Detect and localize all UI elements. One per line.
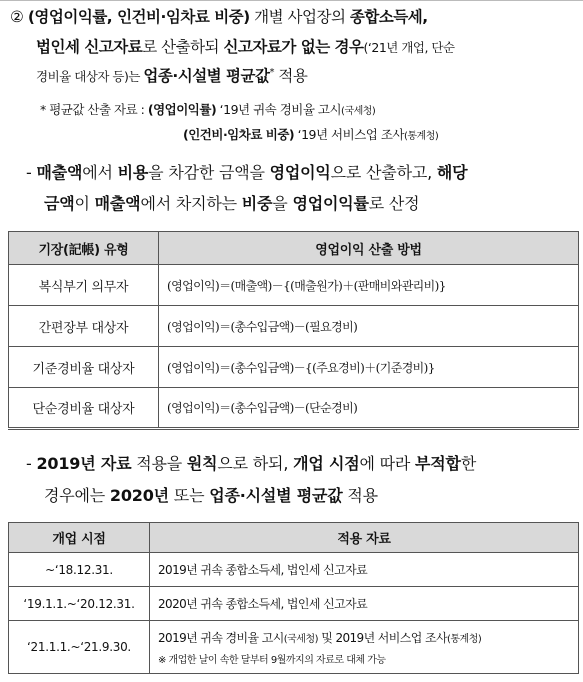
note-source: (국세청) xyxy=(341,106,376,117)
dash-text: 을 xyxy=(272,194,293,213)
dash1-line-1 xyxy=(26,160,467,183)
note-text: ‘19년 귀속 경비율 고시 xyxy=(216,102,342,117)
dash-text: 또는 xyxy=(168,486,210,505)
circled-number: ② xyxy=(10,8,24,26)
para-line-1 xyxy=(10,5,428,27)
dash2-line-2 xyxy=(44,483,378,506)
table-row xyxy=(9,306,579,347)
header-calculation-method: 영업이익 산출 방법 xyxy=(159,232,579,265)
bookkeeping-table xyxy=(8,231,579,430)
row-formula: (영업이익)＝(총수입금액)－{(주요경비)＋(기준경비)} xyxy=(159,347,579,388)
table-row xyxy=(9,621,579,674)
header-opening-period: 개업 시점 xyxy=(9,523,150,553)
dash-bold: 매출액 xyxy=(36,163,83,182)
dash-text: 에서 xyxy=(82,163,118,182)
opening-period-table xyxy=(8,522,579,674)
para-bold: 신고자료가 없는 경우 xyxy=(223,38,364,56)
dash-bold: 원칙 xyxy=(186,454,218,473)
table-row xyxy=(9,587,579,621)
note-source: (통계청) xyxy=(403,131,439,142)
dash-text: 에 따라 xyxy=(359,454,416,473)
note-text: * 평균값 산출 자료 : xyxy=(40,102,148,117)
dash-bold: 금액 xyxy=(44,194,75,213)
row-formula: (영업이익)＝(매출액)－{(매출원가)＋(판매비와관리비)} xyxy=(159,265,579,306)
para-line-2 xyxy=(36,35,455,57)
para-line-3 xyxy=(36,64,307,86)
table-row xyxy=(9,347,579,388)
dash-bold: 2019년 자료 xyxy=(36,454,132,473)
row-data-main xyxy=(158,629,578,646)
row-formula: (영업이익)＝(총수입금액)－(단순경비) xyxy=(159,388,579,429)
dash-text: 에서 차지하는 xyxy=(140,194,242,213)
table-row xyxy=(9,265,579,306)
dash-bold: 해당 xyxy=(436,163,468,182)
dash-bold: 매출액 xyxy=(94,194,141,213)
table-header-row xyxy=(9,232,579,265)
row-type: 복식부기 의무자 xyxy=(9,265,159,306)
dash-text: 로 산정 xyxy=(368,194,420,213)
row-period: ‘19.1.1.~‘20.12.31. xyxy=(9,587,150,621)
note-line-1 xyxy=(40,100,375,118)
dash-text: 으로 산출하고, xyxy=(330,163,437,182)
dash-text: 경우에는 xyxy=(44,486,110,505)
row-data xyxy=(150,621,579,674)
row-period: ~‘18.12.31. xyxy=(9,553,150,587)
dash-text: 을 차감한 금액을 xyxy=(148,163,270,182)
dash-bold: 2020년 xyxy=(109,486,169,505)
para-bold: 업종·시설별 평균값 xyxy=(143,67,270,85)
note-text: ‘19년 서비스업 조사 xyxy=(294,127,404,142)
cell-text: 2019년 귀속 경비율 고시 xyxy=(158,630,284,645)
row-type: 단순경비율 대상자 xyxy=(9,388,159,429)
dash2-line-1 xyxy=(26,451,476,474)
row-data: 2020년 귀속 종합소득세, 법인세 신고자료 xyxy=(150,587,579,621)
row-data-note: ※ 개업한 날이 속한 달부터 9월까지의 자료로 대체 가능 xyxy=(158,654,386,666)
para-bold: (영업이익률, 인건비·임차료 비중) xyxy=(27,8,250,26)
row-period: ‘21.1.1.~‘21.9.30. xyxy=(9,621,150,674)
dash-bold: 업종·시설별 평균값 xyxy=(209,486,343,505)
para-text: (‘21년 개업, 단순 xyxy=(363,40,455,55)
cell-source: (통계청) xyxy=(446,633,482,645)
para-text: 경비율 대상자 등)는 xyxy=(36,69,144,84)
para-text: 로 산출하되 xyxy=(142,38,224,56)
dash-bold: 비중 xyxy=(241,194,273,213)
row-data: 2019년 귀속 종합소득세, 법인세 신고자료 xyxy=(150,553,579,587)
para-text: 적용 xyxy=(273,67,308,85)
dash-text: 한 xyxy=(460,454,477,473)
para-bold: 종합소득세, xyxy=(349,8,428,26)
row-type: 기준경비율 대상자 xyxy=(9,347,159,388)
dash-bold: 영업이익 xyxy=(269,163,331,182)
header-applied-data: 적용 자료 xyxy=(150,523,579,553)
dash-mark: - xyxy=(26,454,37,473)
para-bold: 법인세 신고자료 xyxy=(36,38,143,56)
cell-source: (국세청) xyxy=(283,633,319,645)
dash-bold: 개업 시점 xyxy=(293,454,360,473)
para-text: 개별 사업장의 xyxy=(249,8,350,26)
top-edge xyxy=(0,0,583,1)
table-header-row xyxy=(9,523,579,553)
header-bookkeeping-type: 기장(記帳) 유형 xyxy=(9,232,159,265)
dash-text: 이 xyxy=(74,194,95,213)
dash-text: 으로 하되, xyxy=(217,454,294,473)
dash1-line-2 xyxy=(44,191,419,214)
dash-text: 적용을 xyxy=(131,454,187,473)
dash-text: 적용 xyxy=(342,486,378,505)
cell-text: 및 2019년 서비스업 조사 xyxy=(318,630,447,645)
dash-mark: - xyxy=(26,163,37,182)
dash-bold: 부적합 xyxy=(415,454,461,473)
dash-bold: 비용 xyxy=(117,163,149,182)
table-row xyxy=(9,388,579,429)
footnote-mark: * xyxy=(269,66,274,78)
row-formula: (영업이익)＝(총수입금액)－(필요경비) xyxy=(159,306,579,347)
row-type: 간편장부 대상자 xyxy=(9,306,159,347)
note-bold: (영업이익률) xyxy=(147,102,217,117)
table-row xyxy=(9,553,579,587)
note-bold: (인건비·임차료 비중) xyxy=(183,127,295,142)
dash-bold: 영업이익률 xyxy=(292,194,369,213)
note-line-2 xyxy=(183,125,438,143)
